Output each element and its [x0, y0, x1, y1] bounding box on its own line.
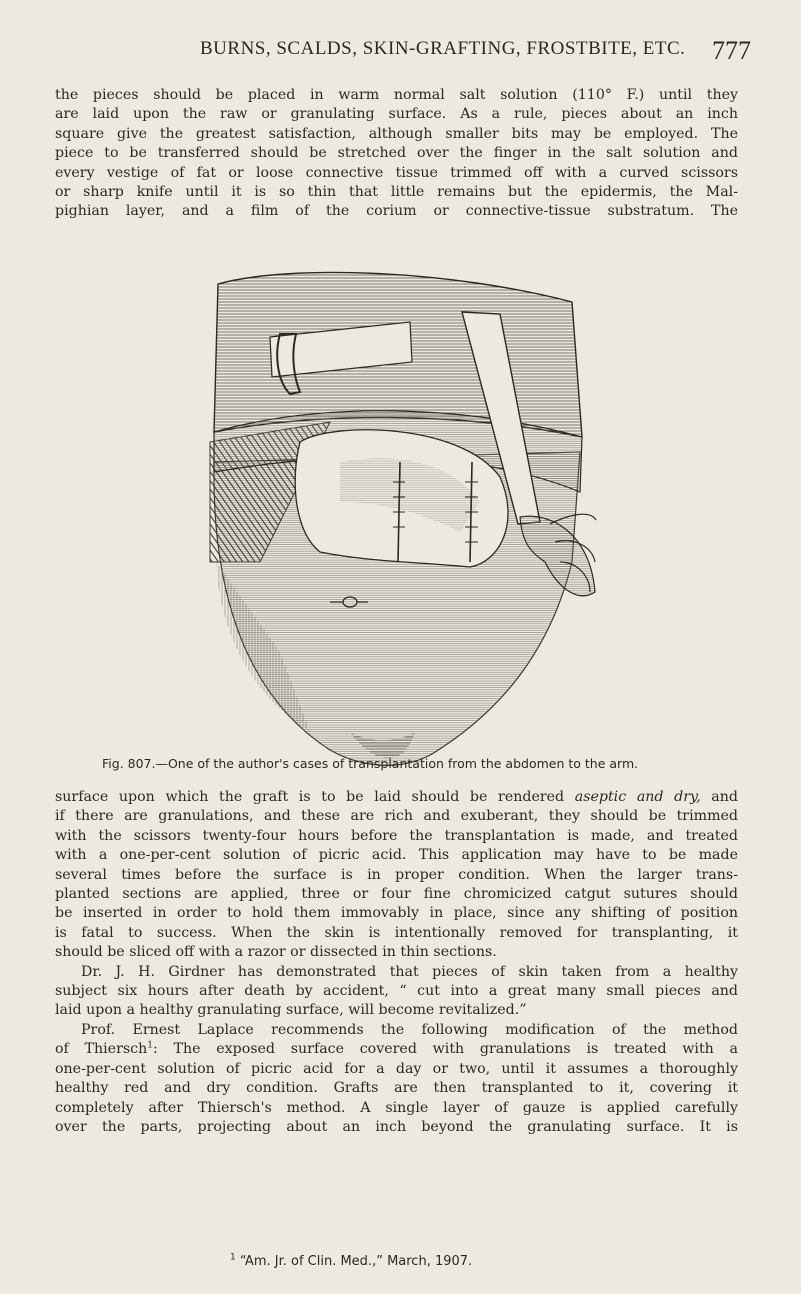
text-line: healthy red and dry condition. Grafts are then transplanted to it, covering it	[55, 1080, 738, 1097]
text-line: completely after Thiersch's method. A single layer of gauze is applied carefully	[55, 1099, 738, 1116]
text-run: and	[700, 789, 738, 805]
text-line: is fatal to success. When the skin is intentionally removed for transplanting, it	[55, 924, 738, 941]
text-line: one-per-cent solution of picric acid for a day or two, until it assumes a thoroughly	[55, 1060, 738, 1077]
text-run: : The exposed surface covered with granulations is treated with a	[152, 1041, 738, 1058]
text-line: if there are granulations, and these are rich and exuberant, they should be trimmed	[55, 808, 738, 825]
text-line: Prof. Ernest Laplace recommends the following modification of the method	[81, 1021, 738, 1038]
running-head: BURNS, SCALDS, SKIN-GRAFTING, FROSTBITE, ETC.	[200, 38, 686, 59]
text-line: or sharp knife until it is so thin that little remains but the epidermis, the Mal-	[55, 184, 738, 201]
text-run: surface upon which the graft is to be laid should be rendered	[55, 789, 575, 805]
text-line: laid upon a healthy granulating surface, will become revitalized.”	[55, 1002, 527, 1019]
engraving-arm-abdomen	[200, 262, 600, 774]
text-line: subject six hours after death by accident, “ cut into a great many small pieces and	[55, 983, 738, 1000]
text-line	[55, 1040, 738, 1059]
text-line: should be sliced off with a razor or dissected in thin sections.	[55, 944, 497, 961]
emphasis-aseptic-dry: aseptic and dry,	[574, 789, 701, 805]
footnote	[230, 1254, 472, 1269]
paragraph-bottom	[55, 788, 738, 1137]
text-line: with the scissors twenty-four hours before the transplantation is made, and treated	[55, 827, 738, 844]
footnote-marker: 1	[230, 1252, 236, 1263]
text-line: square give the greatest satisfaction, although smaller bits may be employed. The	[55, 125, 738, 142]
text-line: over the parts, projecting about an inch beyond the granulating surface. It is	[55, 1118, 738, 1135]
text-line: with a one-per-cent solution of picric acid. This application may have to be made	[55, 847, 738, 864]
text-line: every vestige of fat or loose connective tissue trimmed off with a curved scissors	[55, 164, 738, 181]
text-line: planted sections are applied, three or four fine chromicized catgut sutures should	[55, 886, 738, 903]
text-line: are laid upon the raw or granulating surface. As a rule, pieces about an inch	[55, 106, 738, 123]
footnote-ref: 1	[147, 1040, 153, 1051]
figure-807-illustration	[200, 262, 600, 774]
text-line: the pieces should be placed in warm normal salt solution (110° F.) until they	[55, 87, 738, 103]
paragraph-top	[55, 86, 738, 222]
footnote-text: “Am. Jr. of Clin. Med.,” March, 1907.	[235, 1254, 473, 1269]
text-run: of Thiersch	[55, 1041, 148, 1058]
text-line: be inserted in order to hold them immovably in place, since any shifting of position	[55, 905, 738, 922]
text-line: piece to be transferred should be stretched over the finger in the salt solution and	[55, 145, 738, 162]
page-number: 777	[712, 36, 751, 65]
text-line: pighian layer, and a film of the corium or connective-tissue substratum. The	[55, 203, 738, 220]
text-line: several times before the surface is in proper condition. When the larger trans-	[55, 866, 738, 883]
text-line	[55, 788, 738, 807]
page-header	[0, 38, 801, 68]
text-line: Dr. J. H. Girdner has demonstrated that pieces of skin taken from a healthy	[81, 963, 738, 980]
figure-caption: Fig. 807.—One of the author's cases of transplantation from the abdomen to the arm.	[102, 756, 639, 771]
